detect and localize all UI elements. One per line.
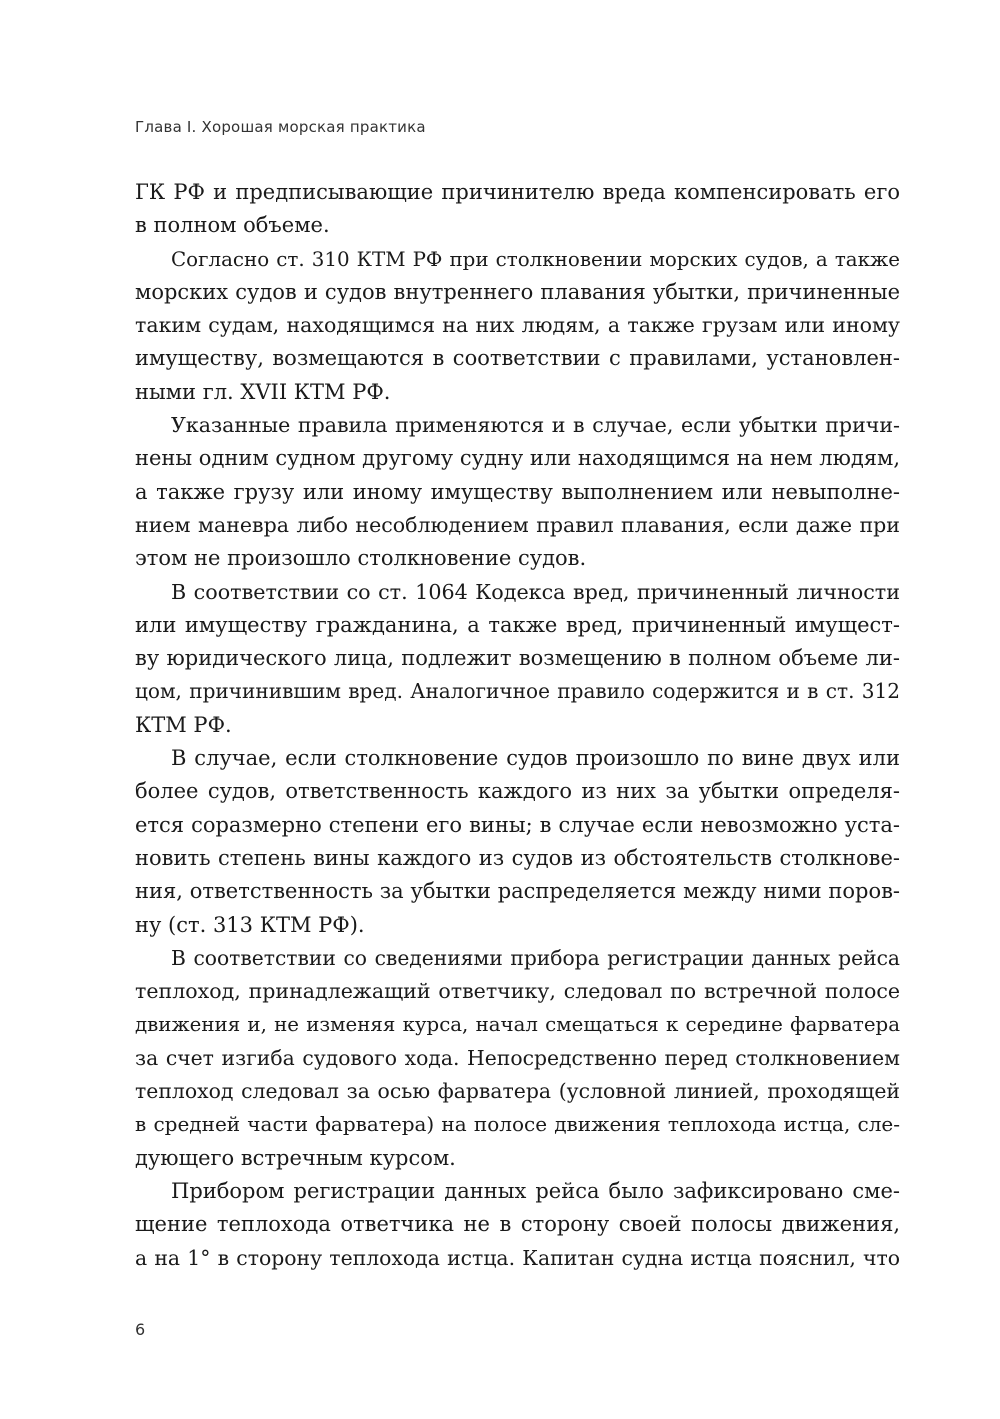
text-line: щение теплохода ответчика не в сторону своей полосы движения, — [135, 1212, 900, 1237]
text-line: ния, ответственность за убытки распределяется между ними поров- — [135, 879, 900, 904]
paragraph — [135, 576, 900, 742]
running-header: Глава I. Хорошая морская практика — [135, 118, 426, 136]
text-line: Согласно ст. 310 КТМ РФ при столкновении морских судов, а также — [171, 247, 900, 271]
text-line: или имуществу гражданина, а также вред, причиненный имущест- — [135, 612, 900, 637]
text-line: этом не произошло столкновение судов. — [135, 546, 587, 571]
text-line: морских судов и судов внутреннего плавания убытки, причиненные — [135, 279, 900, 304]
text-line: ными гл. XVII КТМ РФ. — [135, 379, 391, 404]
text-line: в средней части фарватера) на полосе движения теплохода истца, сле- — [135, 1112, 900, 1137]
paragraph — [135, 742, 900, 942]
text-line: В соответствии со сведениями прибора регистрации данных рейса — [171, 945, 900, 970]
text-line: КТМ РФ. — [135, 712, 232, 737]
text-line: более судов, ответственность каждого из них за убытки определя- — [135, 779, 900, 804]
text-line: цом, причинившим вред. Аналогичное правило содержится и в ст. 312 — [135, 679, 900, 704]
text-line: дующего встречным курсом. — [135, 1145, 456, 1170]
text-line: Указанные правила применяются и в случае, если убытки причи- — [171, 413, 900, 438]
text-line: за счет изгиба судового хода. Непосредственно перед столкновением — [135, 1045, 900, 1070]
body-text — [135, 176, 900, 1275]
text-line: теплоход, принадлежащий ответчику, следовал по встречной полосе — [135, 979, 900, 1004]
text-line: ну (ст. 313 КТМ РФ). — [135, 912, 365, 937]
text-line: новить степень вины каждого из судов из обстоятельств столкнове- — [135, 845, 900, 870]
text-line: ГК РФ и предписывающие причинителю вреда компенсировать его — [135, 180, 900, 204]
text-line: движения и, не изменяя курса, начал смещаться к середине фарватера — [135, 1013, 900, 1037]
paragraph — [135, 1175, 900, 1275]
text-line: ву юридического лица, подлежит возмещению в полном объеме ли- — [135, 646, 900, 671]
text-line: ется соразмерно степени его вины; в случае если невозможно уста- — [135, 812, 900, 837]
paragraph — [135, 176, 900, 243]
page-number: 6 — [135, 1320, 146, 1339]
paragraph — [135, 409, 900, 575]
text-line: имуществу, возмещаются в соответствии с правилами, установлен- — [135, 346, 900, 371]
paragraph — [135, 243, 900, 409]
text-line: теплоход следовал за осью фарватера (условной линией, проходящей — [135, 1079, 900, 1104]
text-line: нием маневра либо несоблюдением правил плавания, если даже при — [135, 512, 900, 537]
text-line: нены одним судном другому судну или находящимся на нем людям, — [135, 446, 901, 471]
text-line: Прибором регистрации данных рейса было зафиксировано сме- — [171, 1178, 900, 1203]
paragraph — [135, 942, 900, 1175]
text-line: В соответствии со ст. 1064 Кодекса вред, причиненный личности — [171, 579, 900, 604]
text-line: В случае, если столкновение судов произошло по вине двух или — [171, 746, 900, 771]
text-line: в полном объеме. — [135, 213, 330, 238]
text-line: а на 1° в сторону теплохода истца. Капитан судна истца пояснил, что — [135, 1245, 900, 1270]
text-line: таким судам, находящимся на них людям, а также грузам или иному — [135, 313, 900, 338]
text-line: а также грузу или иному имуществу выполнением или невыполне- — [135, 479, 900, 504]
